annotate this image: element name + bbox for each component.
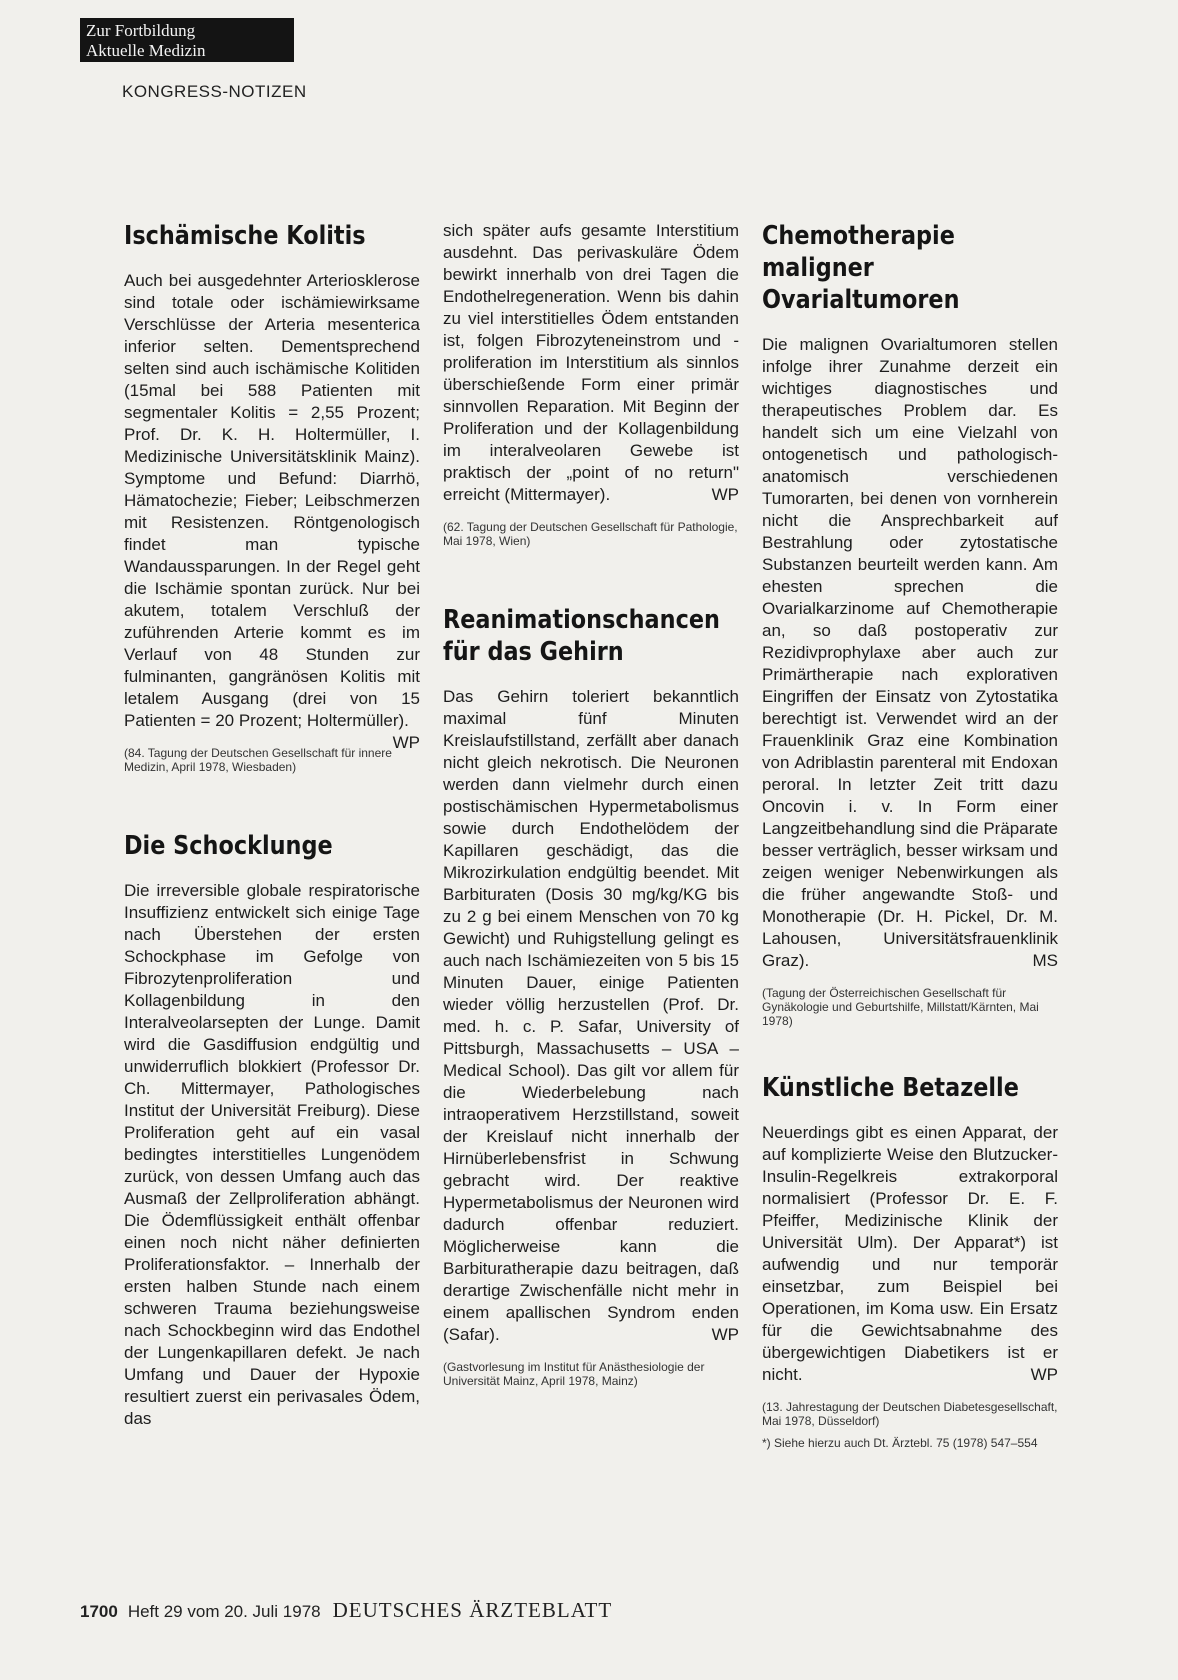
article-body: Die irreversible globale respiratorische Insuffizienz entwickelt sich einige Tage nach Überstehen der ersten Schockphase im Gefolge von Fibrozytenproliferation und Kollagenbildung in den Interalveolarsepten der Lunge. Damit wird die Gasdiffusion endgültig und unwiderruflich blokkiert (Professor Dr. Ch. Mittermayer, Pathologisches Institut der Universität Freiburg). Diese Proliferation geht auf ein vasal bedingtes interstitielles Lungenödem zurück, von dessen Umfang auch das Ausmaß der Zellproliferation abhängt. Die Ödemflüssigkeit enthält offenbar einen noch nicht näher definierten Proliferationsfaktor. – Innerhalb der ersten halben Stunde nach einem schweren Trauma beziehungsweise nach Schockbeginn wird das Endothel der Lungenkapillaren defekt. Je nach Umfang und Dauer der Hypoxie resultiert zuerst ein perivasales Ödem, das xyxy=(124,881,420,1428)
author-signature: MS xyxy=(1032,951,1058,970)
article-source: (13. Jahrestagung der Deutschen Diabetesgesellschaft, Mai 1978, Düsseldorf) xyxy=(762,1400,1058,1428)
column-left xyxy=(124,220,420,1430)
article-source: (Tagung der Österreichischen Gesellschaft für Gynäkologie und Geburtshilfe, Millstatt/Kärnten, Mai 1978) xyxy=(762,986,1039,1028)
section-badge-line2: Aktuelle Medizin xyxy=(86,41,206,60)
issue-info: Heft 29 vom 20. Juli 1978 xyxy=(127,1602,321,1621)
article-source: (Gastvorlesung im Institut für Anästhesiologie der Universität Mainz, April 1978, Mainz) xyxy=(443,1360,705,1388)
article-schocklunge xyxy=(124,830,420,1430)
author-signature: WP xyxy=(711,485,739,504)
article-title: Ischämische Kolitis xyxy=(124,221,366,251)
article-body: Neuerdings gibt es einen Apparat, der auf komplizierte Weise den Blutzucker-Insulin-Regelkreis extrakorporal normalisiert (Professor Dr. E. F. Pfeiffer, Medizinische Klinik der Universität Ulm). Der Apparat*) ist aufwendig und nur temporär einsetzbar, zum Beispiel bei Operationen, im Koma usw. Ein Ersatz für die Gewichtsabnahme des übergewichtigen Diabetikers ist er nicht. WP xyxy=(762,1123,1058,1384)
article-body: Die malignen Ovarialtumoren stellen infolge ihrer Zunahme derzeit ein wichtiges diagnostisches und therapeutisches Problem dar. Es handelt sich um eine Vielzahl von ontogenetisch und pathologisch-anatomisch verschiedenen Tumorarten, bei denen von vornherein nicht die Ansprechbarkeit auf Bestrahlung oder zytostatische Substanzen beurteilt werden kann. Am ehesten sprechen die Ovarialkarzinome auf Chemotherapie an, so daß postoperativ zur Rezidivprophylaxe aber auch zur Primärtherapie nach explorativen Eingriffen der Einsatz von Zytostatika berechtigt ist. Verwendet wird an der Frauenklinik Graz eine Kombination von Adriblastin parenteral mit Endoxan peroral. In letzter Zeit tritt dazu Oncovin i. v. In Form einer Langzeitbehandlung sind die Präparate besser verträglich, besser wirksam und zeigen weniger Nebenwirkungen als die früher angewandte Stoß- und Monotherapie (Dr. H. Pickel, Dr. M. Lahousen, Universitätsfrauenklinik Graz). MS xyxy=(762,335,1058,970)
article-body: Auch bei ausgedehnter Arteriosklerose sind totale oder ischämiewirksame Verschlüsse der Arteria mesenterica inferior selten. Dementsprechend selten sind auch ischämische Kolitiden (15mal bei 588 Patienten mit segmentaler Kolitis = 2,55 Prozent; Prof. Dr. K. H. Holtermüller, I. Medizinische Universitätsklinik Mainz). Symptome und Befund: Diarrhö, Hämatochezie; Fieber; Leibschmerzen mit Resistenzen. Röntgenologisch findet man typische Wandaussparungen. In der Regel geht die Ischämie spontan zurück. Nur bei akutem, totalem Verschluß der zuführenden Arterie kommt es im Verlauf von 48 Stunden zur fulminanten, gangränösen Kolitis mit letalem Ausgang (drei von 15 Patienten = 20 Prozent; Holtermüller). WP xyxy=(124,271,420,752)
page-footer xyxy=(80,1598,612,1623)
article-source: (84. Tagung der Deutschen Gesellschaft für innere Medizin, April 1978, Wiesbaden) xyxy=(124,746,392,774)
section-badge-line1: Zur Fortbildung xyxy=(86,21,196,40)
article-title: Die Schocklunge xyxy=(124,831,333,861)
column-middle xyxy=(443,220,739,1388)
article-body-continued: sich später aufs gesamte Interstitium ausdehnt. Das perivaskuläre Ödem bewirkt innerhalb von drei Tagen die Endothelregeneration. Wenn bis dahin zu viel interstitielles Ödem entstanden ist, folgen Fibrozyteneinstrom und -proliferation im Interstitium als sinnlos überschießende Form einer primär sinnvollen Reparation. Mit Beginn der Proliferation und der Kollagenbildung im interalveolaren Gewebe ist praktisch der „point of no return" erreicht (Mittermayer). WP xyxy=(443,221,739,504)
page-number: 1700 xyxy=(80,1602,118,1621)
article-ischaemische-kolitis xyxy=(124,220,420,774)
article-source: (62. Tagung der Deutschen Gesellschaft für Pathologie, Mai 1978, Wien) xyxy=(443,520,738,548)
article-reanimationschancen xyxy=(443,604,739,1388)
article-title: Künstliche Betazelle xyxy=(762,1073,1019,1103)
author-signature: WP xyxy=(392,733,420,752)
column-right xyxy=(762,220,1058,1450)
author-signature: WP xyxy=(711,1325,739,1344)
article-kuenstliche-betazelle xyxy=(762,1072,1058,1450)
article-body: Das Gehirn toleriert bekanntlich maximal fünf Minuten Kreislaufstillstand, zerfällt aber danach nicht gleich nekrotisch. Die Neuronen werden dann vielmehr durch einen postischämischen Hypermetabolismus sowie durch Endothelödem der Kapillaren geschädigt, das die Mikrozirkulation endgültig beendet. Mit Barbituraten (Dosis 30 mg/kg/KG bis zu 2 g bei einem Menschen von 70 kg Gewicht) und Ruhigstellung gelingt es auch nach Ischämiezeiten von 5 bis 15 Minuten Dauer, einige Patienten wieder völlig herzustellen (Prof. Dr. med. h. c. P. Safar, University of Pittsburgh, Massachusetts – USA – Medical School). Das gilt vor allem für die Wiederbelebung nach intraoperativem Herzstillstand, soweit der Kreislauf nicht innerhalb der Hirnüberlebensfrist in Schwung gebracht wird. Der reaktive Hypermetabolismus der Neuronen wird dadurch offenbar reduziert. Möglicherweise kann die Barbituratherapie dazu beitragen, daß derartige Zwischenfälle nicht mehr in einem apallischen Syndrom enden (Safar). WP xyxy=(443,687,739,1344)
author-signature: WP xyxy=(1030,1365,1058,1384)
article-chemotherapie xyxy=(762,220,1058,1028)
journal-name: DEUTSCHES ÄRZTEBLATT xyxy=(332,1598,613,1622)
article-title: Chemotherapie maligner Ovarialtumoren xyxy=(762,221,960,315)
article-footnote: *) Siehe hierzu auch Dt. Ärztebl. 75 (1978) 547–554 xyxy=(762,1436,1038,1450)
rubric-heading: KONGRESS-NOTIZEN xyxy=(122,82,307,101)
section-badge xyxy=(80,18,294,62)
article-title: Reanimationschancen für das Gehirn xyxy=(443,605,720,667)
article-schocklunge-continued xyxy=(443,220,739,548)
